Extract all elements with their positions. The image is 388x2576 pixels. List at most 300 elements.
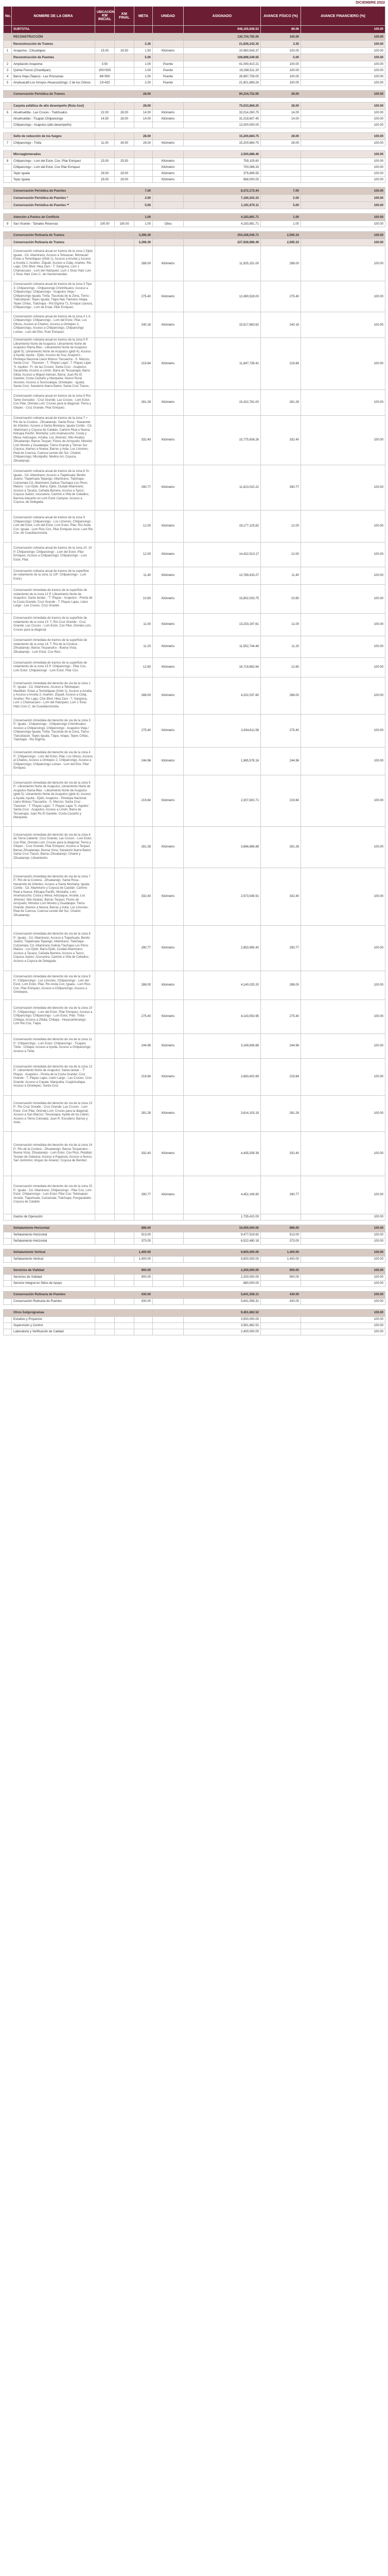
row-name: Conservación inmediata del derecho de vía de la zona 15 P.: Iguala - Cd. Altamirano; Chilpancingo - Pilar Cox, Lom Estor; Chilpancingo - Lum Estor, Pilar Cox; Teloloapan; Arcelia; Tlapehuala; Cutzamala; Tlalchapa; Pungarabato; Coyuca de Catalán. bbox=[12, 1176, 95, 1214]
row-name: Señalamiento Horizontal bbox=[12, 1232, 95, 1238]
row-no bbox=[4, 567, 12, 584]
row-goal: 332.40 bbox=[134, 868, 153, 925]
row-financial: 100.00 bbox=[301, 103, 385, 110]
row-unit: Kilómetro bbox=[153, 177, 184, 183]
row-financial: 100.00 bbox=[301, 465, 385, 510]
row-unit bbox=[153, 91, 184, 98]
row-physical bbox=[261, 1329, 301, 1335]
row-km-final bbox=[115, 133, 134, 140]
spacer-cell bbox=[4, 98, 385, 103]
table-row bbox=[4, 221, 385, 227]
table-row bbox=[4, 510, 385, 542]
row-unit: Kilómetro bbox=[153, 613, 184, 636]
row-unit bbox=[153, 1274, 184, 1280]
row-km-initial bbox=[95, 868, 115, 925]
row-amount: 41,040,410.21 bbox=[184, 61, 261, 67]
row-financial: 100.00 bbox=[301, 188, 385, 195]
row-km-initial bbox=[95, 312, 115, 338]
row-physical: 12.00 bbox=[261, 510, 301, 542]
section-row bbox=[4, 1225, 385, 1232]
row-financial: 100.00 bbox=[301, 567, 385, 584]
row-goal: 290.77 bbox=[134, 465, 153, 510]
row-km-final bbox=[115, 775, 134, 826]
row-unit bbox=[153, 202, 184, 209]
row-name: San Vicente - Tamales Reservas bbox=[12, 221, 95, 227]
row-km-initial bbox=[95, 542, 115, 567]
row-physical: 288.00 bbox=[261, 677, 301, 714]
row-name: Conservación inmediata del derecho de vía de la zona 8 P.: Iguala - Cd. Altamirano; Acceso a Tlapehuala; Benito Juárez; Tlapehuala Tepango; Altamirano; Tlalchapa - Cutzamala; Cd. Altamirano Galicia Tlachapa Los Pinos Maiora - Los Ejido; Barra Ejido; Ciudad Altamirano; Acceso a Tacaza; Cañada Barrera; Acceso a Taxco; Coyuca Juárez; Azucarera; Camino a Villa de Ceballos; Acceso a Coyuca de Delegada. bbox=[12, 925, 95, 971]
row-no bbox=[4, 999, 12, 1033]
row-name: Conservación inmediata del derecho de vía de la zona 3 P.: Iguala - Chilpancingo - Chilpancingo Chichihualco: Acceso a Chilpancingo; Chilpancingo - Acapulco Vieja / Chilpancingo Iguala; Tixtla; Tlacotula de la Zona, Tierra - Tlalcuitzpan; Tepec-Iguala; Tlapa; Ixtapa, Tepec Chilac, Tlalchapa - Río Elgrina. bbox=[12, 714, 95, 747]
row-no bbox=[4, 714, 12, 747]
table-row bbox=[4, 584, 385, 613]
row-no bbox=[4, 91, 12, 98]
row-physical: 2.00 bbox=[261, 195, 301, 202]
row-unit bbox=[153, 1280, 184, 1286]
row-km-final bbox=[115, 542, 134, 567]
row-unit: Kilómetro bbox=[153, 140, 184, 146]
row-physical: 100.00 bbox=[261, 61, 301, 67]
row-financial: 100.00 bbox=[301, 1058, 385, 1095]
row-financial: 100.00 bbox=[301, 613, 385, 636]
row-name: Conservación inmediata del derecho de vía de la zona 9 P.: Chilpancingo - Los Limones; Chilpancingo - Lom del Estor, Lom Estor, Pilar, Río Anda Cox; Iguala - Lum Rios Cox, Pilar Enriquez; Acceso a Chilpancingo; Acceso a Ometepec. bbox=[12, 971, 95, 999]
spacer-cell bbox=[4, 1304, 385, 1309]
row-km-initial bbox=[95, 1225, 115, 1232]
row-no bbox=[4, 636, 12, 657]
row-km-final bbox=[115, 1058, 134, 1095]
table-row bbox=[4, 281, 385, 312]
row-unit bbox=[153, 54, 184, 61]
row-no bbox=[4, 133, 12, 140]
row-no bbox=[4, 1329, 12, 1335]
section-row bbox=[4, 1267, 385, 1274]
table-row bbox=[4, 567, 385, 584]
row-goal: 3,396.39 bbox=[134, 239, 153, 246]
table-row bbox=[4, 1316, 385, 1323]
table-header bbox=[4, 7, 385, 26]
row-name: Ampliación Anapoma bbox=[12, 61, 95, 67]
row-physical: 430.00 bbox=[261, 1291, 301, 1298]
row-financial: 100.00 bbox=[301, 868, 385, 925]
row-amount: 2,853,995.40 bbox=[184, 925, 261, 971]
row-km-initial bbox=[95, 195, 115, 202]
row-physical: 900.00 bbox=[261, 1267, 301, 1274]
row-name: Conservación Periódica de Puentes ** bbox=[12, 202, 95, 209]
row-financial: 100.00 bbox=[301, 826, 385, 868]
row-km-initial bbox=[95, 657, 115, 677]
row-amount: 6,522,480.18 bbox=[184, 1238, 261, 1244]
row-unit bbox=[153, 1323, 184, 1329]
row-goal bbox=[134, 177, 153, 183]
row-km-final bbox=[115, 246, 134, 281]
row-km-initial bbox=[95, 1232, 115, 1238]
row-km-final bbox=[115, 971, 134, 999]
section-row bbox=[4, 232, 385, 239]
row-amount: 3,561,862.52 bbox=[184, 1323, 261, 1329]
section-row bbox=[4, 1291, 385, 1298]
row-km-final bbox=[115, 1176, 134, 1214]
row-km-initial bbox=[95, 747, 115, 775]
row-name: Conservación Periódica de Puentes * bbox=[12, 195, 95, 202]
row-physical: 290.77 bbox=[261, 1176, 301, 1214]
row-physical: 5.00 bbox=[261, 54, 301, 61]
row-amount: 32,014,260.75 bbox=[184, 110, 261, 116]
row-amount: 26,987,759.00 bbox=[184, 74, 261, 80]
row-km-final bbox=[115, 1238, 134, 1244]
subsection-row bbox=[4, 195, 385, 202]
row-goal: 373.00 bbox=[134, 1238, 153, 1244]
row-name: Conservación rutinaria anual de tramos de la zona 9 Chilpancingo: Chilpancingo - Los Limones; Chilpancingo - Lom del Estor, Lom del Estor, Lom Estor, Pilar, Río Anda Cox; Iguala - Lum Rios Cox, Pilar Enriquez Acce: Lam Rio Cox, de Cuautlaconostia. bbox=[12, 510, 95, 542]
section-row bbox=[4, 188, 385, 195]
row-no bbox=[4, 1131, 12, 1176]
row-physical bbox=[261, 1214, 301, 1220]
spacer-cell bbox=[4, 146, 385, 151]
row-name: Conservación inmediata de tramos de la superficie de rodamiento de la zona 15 P. Chilpancingo - Pilar Cox, Lom Estor; Chilpancingo - Lum Estor, Pilar Cox. bbox=[12, 657, 95, 677]
row-no bbox=[4, 1176, 12, 1214]
row-goal: 281.28 bbox=[134, 826, 153, 868]
row-km-final bbox=[115, 415, 134, 465]
row-name: Reconstrucción de Tramos bbox=[12, 41, 95, 48]
row-no bbox=[4, 1298, 12, 1304]
row-no: 6 bbox=[4, 110, 12, 116]
row-goal: 275.40 bbox=[134, 999, 153, 1033]
row-km-initial bbox=[95, 281, 115, 312]
row-unit bbox=[153, 188, 184, 195]
row-goal bbox=[134, 1309, 153, 1316]
row-km-initial: 13+420 bbox=[95, 80, 115, 86]
row-goal: 290.77 bbox=[134, 925, 153, 971]
row-km-initial bbox=[95, 246, 115, 281]
row-physical bbox=[261, 1323, 301, 1329]
row-amount: 11,813,010.22 bbox=[184, 465, 261, 510]
row-km-initial bbox=[95, 999, 115, 1033]
row-amount: 3,614,103.19 bbox=[184, 1095, 261, 1131]
row-no bbox=[4, 116, 12, 122]
row-unit bbox=[153, 232, 184, 239]
row-amount: 3,666,886.88 bbox=[184, 826, 261, 868]
row-km-final bbox=[115, 232, 134, 239]
row-goal: 3.35 bbox=[134, 41, 153, 48]
row-km-final bbox=[115, 151, 134, 158]
row-km-final bbox=[115, 1323, 134, 1329]
row-name: Estudios y Proyectos bbox=[12, 1316, 95, 1323]
row-amount: 9,800,000.00 bbox=[184, 1256, 261, 1262]
row-km-initial bbox=[95, 1329, 115, 1335]
row-km-final bbox=[115, 613, 134, 636]
row-goal: 886.00 bbox=[134, 1225, 153, 1232]
row-goal: 1,400.00 bbox=[134, 1256, 153, 1262]
row-name: Conservación Rutinaria de Puentes bbox=[12, 1298, 95, 1304]
spacer-row bbox=[4, 1262, 385, 1267]
row-goal: 275.40 bbox=[134, 714, 153, 747]
row-amount: 13,233,197.61 bbox=[184, 613, 261, 636]
row-amount: 130,734,792.00 bbox=[184, 33, 261, 41]
row-goal: 2.00 bbox=[134, 195, 153, 202]
row-goal: 332.40 bbox=[134, 415, 153, 465]
row-unit bbox=[153, 1249, 184, 1256]
row-financial: 100.00 bbox=[301, 1274, 385, 1280]
row-name: Señalamiento Vertical bbox=[12, 1249, 95, 1256]
row-goal: 281.28 bbox=[134, 389, 153, 415]
row-km-initial: 29.00 bbox=[95, 177, 115, 183]
row-no bbox=[4, 1225, 12, 1232]
row-km-initial: 200+500 bbox=[95, 67, 115, 74]
row-km-final bbox=[115, 67, 134, 74]
row-amount: 16,000,000.00 bbox=[184, 1225, 261, 1232]
row-no bbox=[4, 214, 12, 221]
row-physical: 100.00 bbox=[261, 33, 301, 41]
table-row bbox=[4, 1280, 385, 1286]
row-km-final bbox=[115, 91, 134, 98]
row-no bbox=[4, 232, 12, 239]
row-km-initial bbox=[95, 1249, 115, 1256]
row-goal bbox=[134, 33, 153, 41]
row-goal: 244.96 bbox=[134, 1033, 153, 1058]
row-unit bbox=[153, 103, 184, 110]
row-physical: 1,400.00 bbox=[261, 1256, 301, 1262]
row-name: Conservación rutinaria anual de tramos de la zona 10: 10 P. Chilpancingo: Chilpancingo - Lom del Estor, Pilar Enriquez; Acceso a Chilpancingo; Chilpancingo - Lum Estor, Pilar. bbox=[12, 542, 95, 567]
row-financial: 100.00 bbox=[301, 1291, 385, 1298]
spacer-row bbox=[4, 1244, 385, 1249]
row-unit: Kilómetro bbox=[153, 1176, 184, 1214]
row-goal: 430.00 bbox=[134, 1291, 153, 1298]
row-name: Conservación rutinaria anual en tramos de la zona 5 Río Tame Gonzalez - Cruz Grande; Las Cruces - Lom Estor, Cox Pilar, Orenda Lum; Cruces para la diagonal; Tierra y Glopes - Cruz Grande; Pilar Enriquez. bbox=[12, 389, 95, 415]
row-physical: 10.80 bbox=[261, 584, 301, 613]
row-physical: 3.35 bbox=[261, 41, 301, 48]
row-amount: 16,719,862.64 bbox=[184, 657, 261, 677]
spacer-cell bbox=[4, 128, 385, 133]
row-financial: 100.00 bbox=[301, 221, 385, 227]
row-unit: Puente bbox=[153, 61, 184, 67]
row-no bbox=[4, 151, 12, 158]
row-goal: 7.00 bbox=[134, 188, 153, 195]
col-unit: UNIDAD bbox=[153, 7, 184, 26]
subsection-row bbox=[4, 133, 385, 140]
row-amount: 3,500,000.00 bbox=[184, 1316, 261, 1323]
row-name: Conservación Rutinaria de Tramos bbox=[12, 232, 95, 239]
row-goal: 219.84 bbox=[134, 775, 153, 826]
row-km-final: 28.00 bbox=[115, 116, 134, 122]
row-goal: 288.00 bbox=[134, 246, 153, 281]
col-no: No. bbox=[4, 7, 12, 26]
row-goal: 11.20 bbox=[134, 636, 153, 657]
row-name: Conservación rutinaria anual de tramos de la superficie de rodamiento de la zona 11 (2P: Chilpancingo - Lum Estor). bbox=[12, 567, 95, 584]
row-physical: 373.00 bbox=[261, 1238, 301, 1244]
row-financial: 100.00 bbox=[301, 1131, 385, 1176]
row-amount: 2,307,802.71 bbox=[184, 775, 261, 826]
row-goal: 1.00 bbox=[134, 74, 153, 80]
row-amount: 21,836,242.35 bbox=[184, 41, 261, 48]
section-row bbox=[4, 1309, 385, 1316]
row-no bbox=[4, 389, 12, 415]
row-amount: 4,140,025.20 bbox=[184, 971, 261, 999]
table-row bbox=[4, 677, 385, 714]
row-km-final bbox=[115, 1033, 134, 1058]
row-km-initial bbox=[95, 122, 115, 128]
row-goal: 14.00 bbox=[134, 110, 153, 116]
row-km-final: 100.00 bbox=[115, 221, 134, 227]
row-km-initial bbox=[95, 567, 115, 584]
row-unit bbox=[153, 1214, 184, 1220]
table-row bbox=[4, 1176, 385, 1214]
row-financial: 100.00 bbox=[301, 636, 385, 657]
table-row bbox=[4, 613, 385, 636]
row-physical: 275.40 bbox=[261, 281, 301, 312]
table-row bbox=[4, 1238, 385, 1244]
row-financial: 100.00 bbox=[301, 232, 385, 239]
row-unit bbox=[153, 1329, 184, 1335]
table-row bbox=[4, 171, 385, 177]
table-row bbox=[4, 1274, 385, 1280]
row-name: Otros Subprogramas bbox=[12, 1309, 95, 1316]
row-no bbox=[4, 33, 12, 41]
row-physical: 11.40 bbox=[261, 567, 301, 584]
row-km-final bbox=[115, 677, 134, 714]
row-unit: Kilómetro bbox=[153, 925, 184, 971]
row-goal: 12.60 bbox=[134, 657, 153, 677]
table-row bbox=[4, 67, 385, 74]
row-name: Conservación rutinaria anual en tramos de la zona 1 Ejido Iguala - Cd. Altamirano, Acceso a Tehuacan, Michacán: Estao a Temixtlapan (Glob 1), Acceso a Arcelia y Acceso a Arcelia 2, Anahes: Ziquatl, Acceso a Cidaj, Anahes: Rio Lago, Chic Blvd, Hiea Zaro - T. Sangrera, Lom 1 Chamacuaro - Lom del Hatzqueo; Lum 1 Sirac Hatz Lum 1 Sirac Hatz Coru C. de Harvermandas. bbox=[12, 246, 95, 281]
spacer-row bbox=[4, 183, 385, 188]
row-no bbox=[4, 925, 12, 971]
row-goal: 12.00 bbox=[134, 542, 153, 567]
row-goal: 10.80 bbox=[134, 584, 153, 613]
row-name: Quinta Fresno (Chantlipan) bbox=[12, 67, 95, 74]
row-no bbox=[4, 1058, 12, 1095]
row-financial: 100.00 bbox=[301, 999, 385, 1033]
row-goal bbox=[134, 1329, 153, 1335]
row-unit: Kilómetro bbox=[153, 510, 184, 542]
row-physical: 12.60 bbox=[261, 657, 301, 677]
row-km-final bbox=[115, 74, 134, 80]
row-financial: 100.00 bbox=[301, 1323, 385, 1329]
row-financial: 100.00 bbox=[301, 1238, 385, 1244]
row-km-initial bbox=[95, 1323, 115, 1329]
row-km-final bbox=[115, 33, 134, 41]
row-km-initial: 14.50 bbox=[95, 116, 115, 122]
row-physical: 430.00 bbox=[261, 1298, 301, 1304]
spacer-row bbox=[4, 1304, 385, 1309]
row-km-initial bbox=[95, 338, 115, 390]
row-amount: 108,898,549.65 bbox=[184, 54, 261, 61]
row-financial: 100.00 bbox=[301, 1298, 385, 1304]
row-amount: 2,400,000.00 bbox=[184, 1329, 261, 1335]
row-financial: 100.00 bbox=[301, 151, 385, 158]
row-name: Conservación inmediata del derecho de vía de la zona 5 P.: Libramiento Norte de Acapulco; Libramiento Norte de Acapulco Rama Blas - Libramiento Norte de Acapulco (glob 5); Libramiento Norte de Acapulco (glob 4); Acceso a Ayutla; Ayutla - Ejido; Acapulco - Pinotepa Nacional; Llano Molsos Tlacuacha - S. Marcos; Santa Cruz - Tlaxocen - T. 'Playas Lajas'; T. Playas Lajas 'S. Aquiles'; Santa Cruz - Acapulco; Acceso a Limón; Barra de Tecoanapa; Juan Ro El Gaviete; Costa Castaño y Marquelia. bbox=[12, 775, 95, 826]
row-amount: 700,086.33 bbox=[184, 164, 261, 171]
row-km-initial bbox=[95, 1238, 115, 1244]
row-km-final bbox=[115, 195, 134, 202]
row-goal bbox=[134, 158, 153, 164]
row-km-initial bbox=[95, 613, 115, 636]
row-physical: 290.77 bbox=[261, 925, 301, 971]
row-amount: 12,490,528.00 bbox=[184, 281, 261, 312]
row-name: Conservación inmediata de tramos de la superficie de rodamiento de la zona 12 P. Libramiento Norte de Acapulco; Santa Iandar - 'T' Playas - Acapulco - Pinota de la Costa Grande, Cruz Grande - T. Playas Lajas, Llano Largo - Las Cruces, Cruz Grande. bbox=[12, 584, 95, 613]
row-no bbox=[4, 54, 12, 61]
spacer-cell bbox=[4, 1286, 385, 1291]
row-financial: 100.00 bbox=[301, 1214, 385, 1220]
row-km-initial bbox=[95, 202, 115, 209]
row-physical bbox=[261, 1309, 301, 1316]
spacer-cell bbox=[4, 1244, 385, 1249]
row-financial: 100.00 bbox=[301, 775, 385, 826]
row-km-final bbox=[115, 1095, 134, 1131]
subsection-row bbox=[4, 103, 385, 110]
row-name: Ahuehuetitla - Las Cruces - Tlalchualco bbox=[12, 110, 95, 116]
row-name: Conservación inmediata del derecho de vía de la zona 6 de Tierra Caliente: Cruz Grande; Las Cruces - Lom Estor, Cox Pilar, Orenda Lum; Cruces para la diagonal; Tierra y Glopes - Cruz Grande; Pilar Enriquez; Acceso a Tecpan; Barras Zihuatanejo; Buena Vista; Sanatorio Ibarra Baton; Santa Cruz Tlacos; Barras Zihuatanejo; Chairel y Zihuatanejo, Libramiento. bbox=[12, 826, 95, 868]
row-unit bbox=[153, 1225, 184, 1232]
row-amount: 4,143,053.95 bbox=[184, 999, 261, 1033]
table-row bbox=[4, 48, 385, 54]
row-unit bbox=[153, 195, 184, 202]
row-amount: 4,202,037.80 bbox=[184, 677, 261, 714]
row-km-initial bbox=[95, 636, 115, 657]
row-name: Conservación inmediata del derecho de vía de la zona 10 P.: Chilpancingo - Lom del Estor, Pilar Enriquez; Acceso a Chilpancingo; Chilpancingo - Lum Estor, Pilar; Tixtla - Chilapa; Acceso a Zitlala; Chilapa - Hueycantenango; Lom Rio Cox, Tlapa. bbox=[12, 999, 95, 1033]
row-amount: 75,033,868.20 bbox=[184, 103, 261, 110]
row-physical: 12.00 bbox=[261, 542, 301, 567]
row-name: Servicio Integral en Sitios de Apoyo bbox=[12, 1280, 95, 1286]
row-physical bbox=[261, 164, 301, 171]
row-physical bbox=[261, 171, 301, 177]
row-km-final: 25.50 bbox=[115, 158, 134, 164]
row-km-initial bbox=[95, 1274, 115, 1280]
row-amount: 15,422,781.00 bbox=[184, 389, 261, 415]
row-amount: 19,177,125.82 bbox=[184, 510, 261, 542]
row-physical: 14.00 bbox=[261, 116, 301, 122]
row-physical: 11.00 bbox=[261, 613, 301, 636]
row-physical: 2,595.33 bbox=[261, 239, 301, 246]
row-unit: Kilómetro bbox=[153, 636, 184, 657]
row-name: Señalamiento Horizontal bbox=[12, 1238, 95, 1244]
row-financial: 100.00 bbox=[301, 542, 385, 567]
row-financial: 100.00 bbox=[301, 1033, 385, 1058]
table-row bbox=[4, 158, 385, 164]
row-amount: 759,105.60 bbox=[184, 158, 261, 164]
row-unit bbox=[153, 1291, 184, 1298]
row-no: 1 bbox=[4, 48, 12, 54]
row-km-final: 16.50 bbox=[115, 48, 134, 54]
row-name: Laboratorio y Verificación de Calidad bbox=[12, 1329, 95, 1335]
col-name: NOMBRE DE LA OBRA bbox=[12, 7, 95, 26]
row-name: Chilpancingo - Lom del Estor, Cox, Pilar Enriquez bbox=[12, 158, 95, 164]
table-row bbox=[4, 140, 385, 146]
col-financial: AVANCE FINANCIERO (%) bbox=[301, 7, 385, 26]
row-financial: 100.00 bbox=[301, 1256, 385, 1262]
row-name: Conservación inmediata del derecho de vía de la zona 14 P.: Río de la Costera - Zihuatanejo; Barras Tecpanalco - Buena Vista; Zihuatanejo - Lum Estor, Cox Rios; Petatlán; Tecpan de Galeana; Acceso a Papanoa; Acceso a Nuxco; San Jerónimo; Atoyac de Álvarez; Coyuca de Benítez. bbox=[12, 1131, 95, 1176]
row-unit: Kilómetro bbox=[153, 657, 184, 677]
row-no bbox=[4, 1267, 12, 1274]
row-km-initial bbox=[95, 54, 115, 61]
row-goal: 11.40 bbox=[134, 567, 153, 584]
row-km-initial bbox=[95, 389, 115, 415]
row-financial: 100.00 bbox=[301, 714, 385, 747]
row-amount: 11,552,744.48 bbox=[184, 636, 261, 657]
row-name: Ahuehuetlán - Ticapán Chilpancingo bbox=[12, 116, 95, 122]
subsection-row bbox=[4, 54, 385, 61]
spacer-cell bbox=[4, 209, 385, 214]
row-name: Conservación inmediata de tramos de la superficie de rodamiento de la zona 13: T. Río Cruz Grande - Cruz Grande; Las Cruces - Lom Estor, Cox Pilar, Orenda Lom, Cruces para la diagonal. bbox=[12, 613, 95, 636]
row-no bbox=[4, 747, 12, 775]
row-financial: 100.00 bbox=[301, 971, 385, 999]
row-goal: 28.00 bbox=[134, 140, 153, 146]
row-no bbox=[4, 677, 12, 714]
table-row bbox=[4, 1323, 385, 1329]
row-no bbox=[4, 1316, 12, 1323]
row-name: Chilpancingo - Lom del Estor, Cox Pilar Enriquez bbox=[12, 164, 95, 171]
row-name: Gastos de Operación bbox=[12, 1214, 95, 1220]
row-km-initial bbox=[95, 1316, 115, 1323]
row-unit bbox=[153, 1238, 184, 1244]
